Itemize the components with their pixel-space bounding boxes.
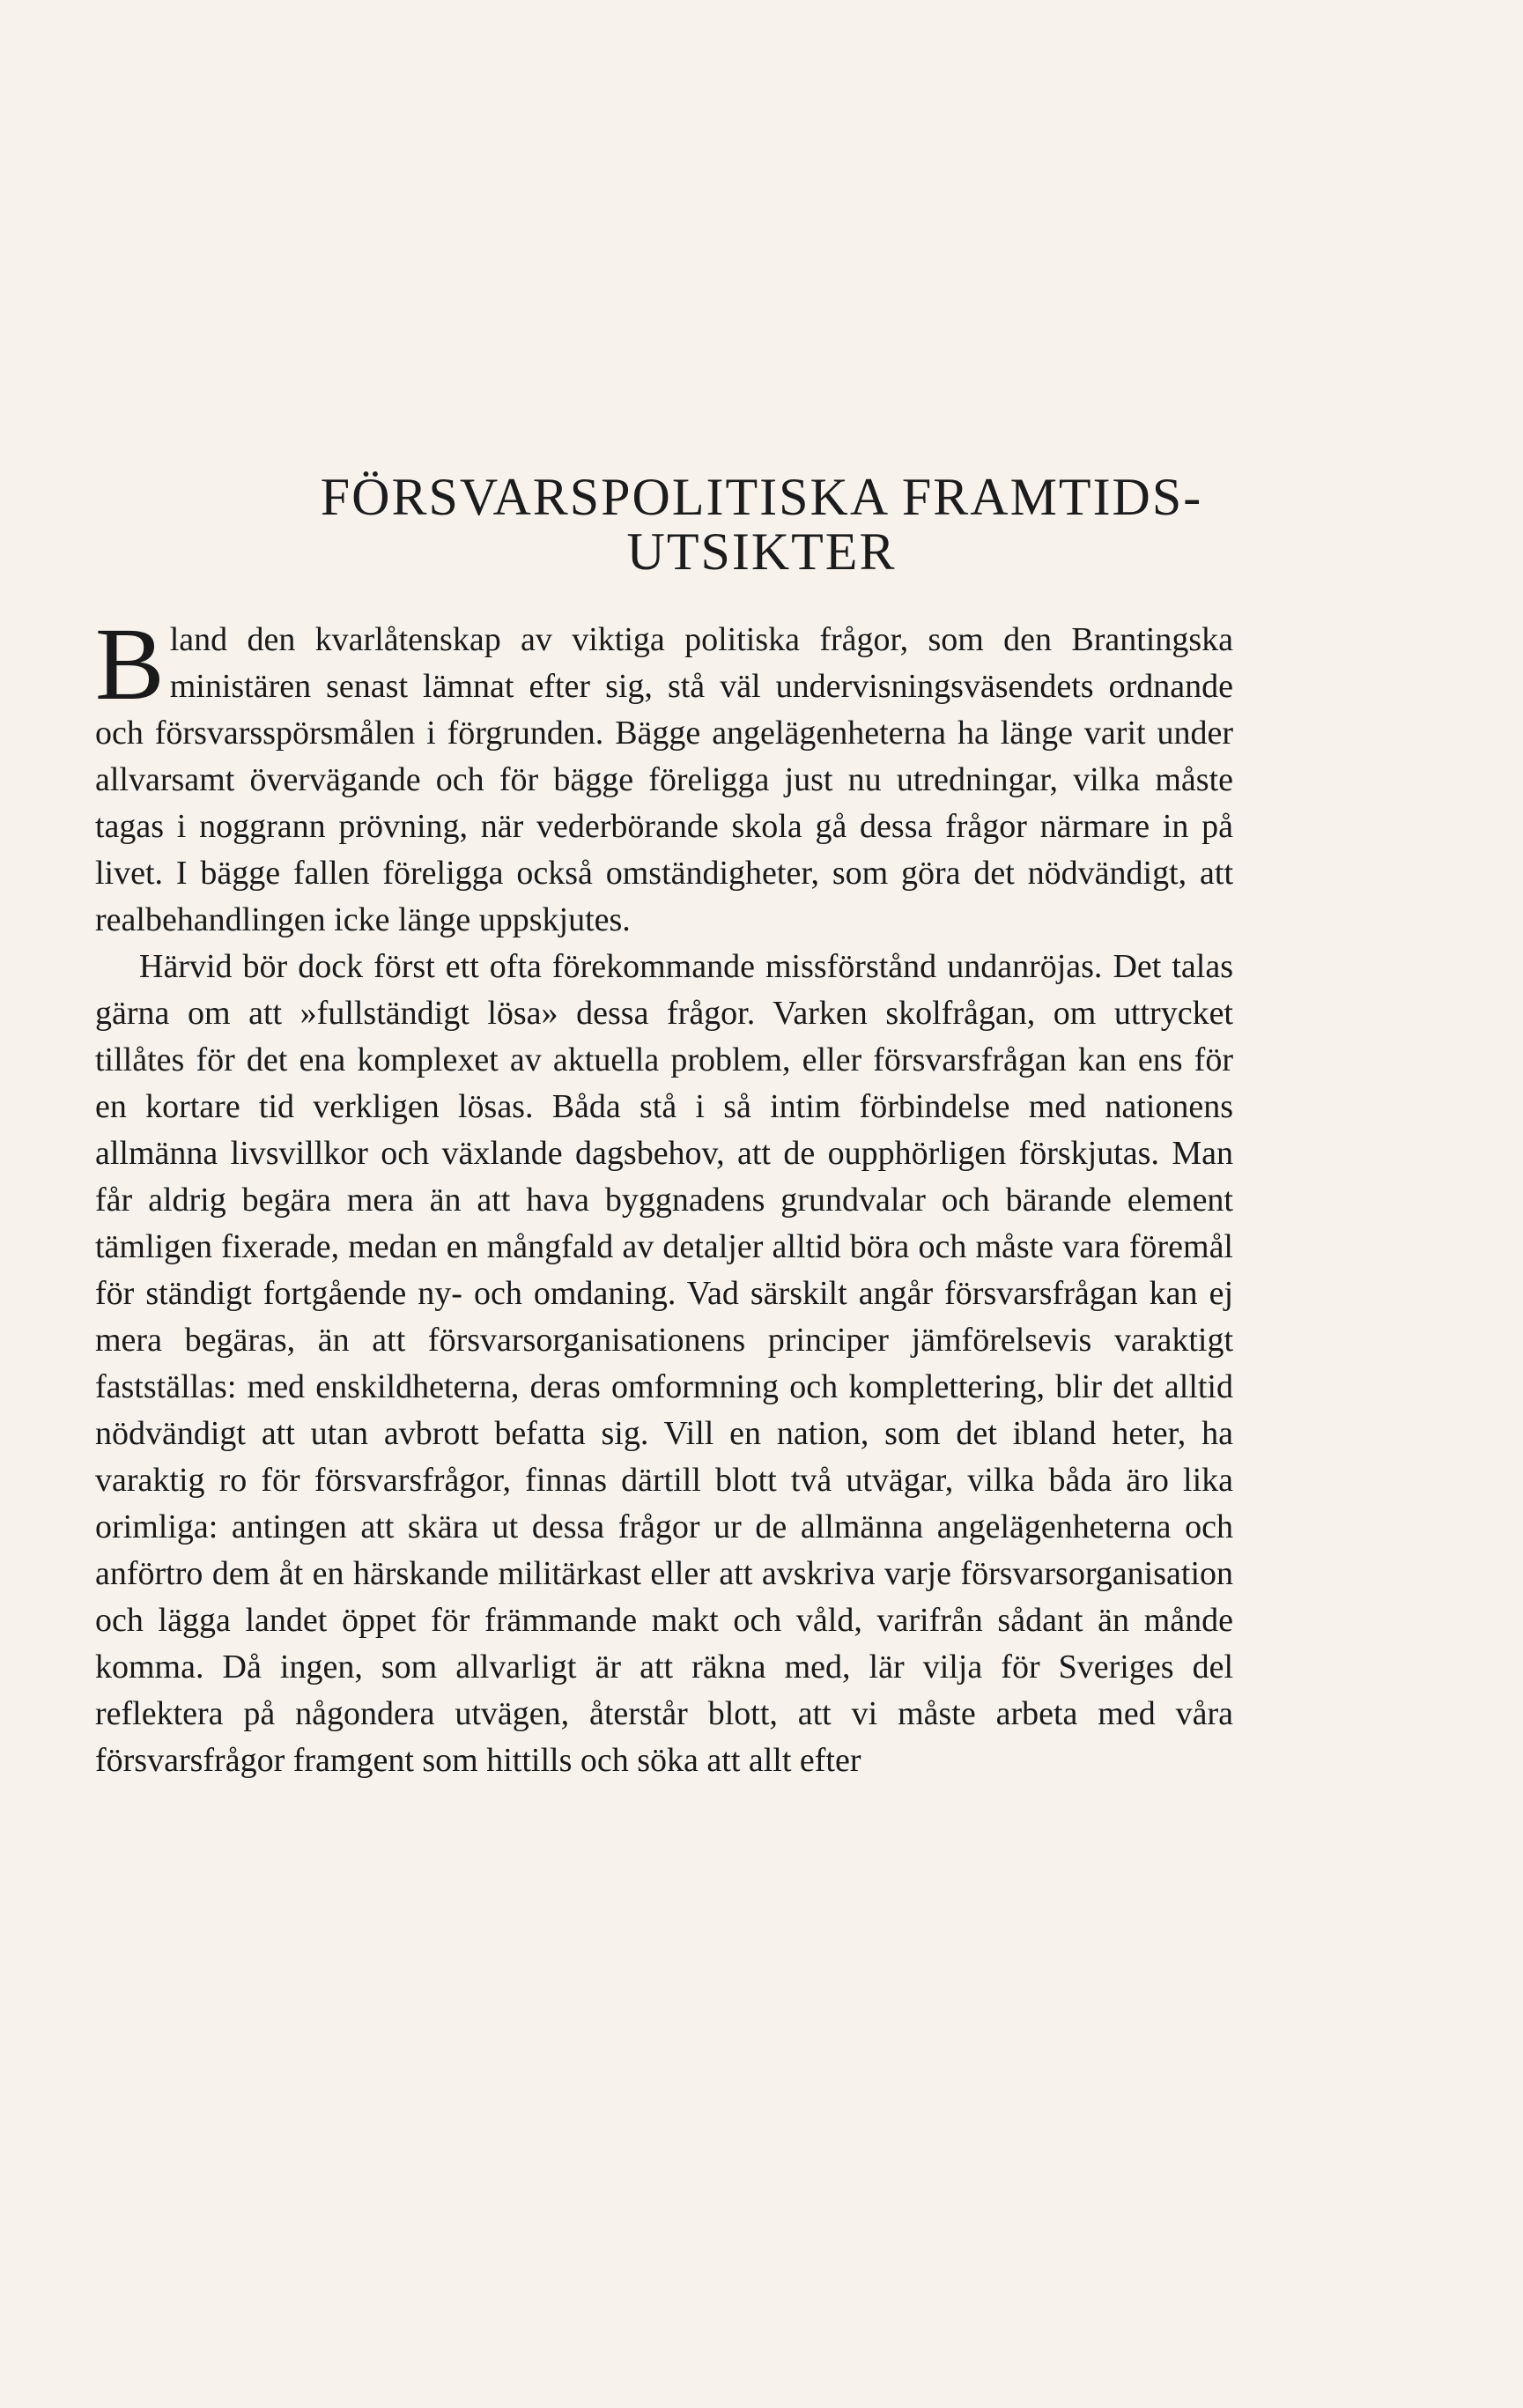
paragraph-2: Härvid bör dock först ett ofta förekommande missförstånd undanröjas. Det talas gärna om att »fullständigt lösa» dessa frågor. Varken skolfrågan, om uttrycket tillåtes för det ena komplexet av aktuella problem, eller försvarsfrågan kan ens för en kortare tid verkligen lösas. Båda stå i så intim förbindelse med nationens allmänna livsvillkor och växlande dagsbehov, att de oupphörligen förskjutas. Man får aldrig begära mera än att hava byggnadens grundvalar och bärande element tämligen fixerade, medan en mångfald av detaljer alltid böra och måste vara föremål för ständigt fortgående ny- och omdaning. Vad särskilt angår försvarsfrågan kan ej mera begäras, än att försvarsorganisationens principer jämförelsevis varaktigt fastställas: med enskildheterna, deras omformning och komplettering, blir det alltid nödvändigt att utan avbrott befatta sig. Vill en nation, som det ibland heter, ha varaktig ro för försvarsfrågor, finnas därtill blott två utvägar, vilka båda äro lika orimliga: antingen att skära ut dessa frågor ur de allmänna angelägenheterna och anförtro dem åt en härskande militärkast eller att avskriva varje försvarsorganisation och lägga landet öppet för främmande makt och våld, varifrån sådant än månde komma. Då ingen, som allvarligt är att räkna med, lär vilja för Sveriges del reflektera på någondera utvägen, återstår blott, att vi måste arbeta med våra försvarsfrågor framgent som hittills och söka att allt efter [95, 948, 1233, 1779]
article-title-line-2: UTSIKTER [626, 522, 897, 581]
show-through-text [335, 172, 1348, 419]
article-title-line-1: FÖRSVARSPOLITISKA FRAMTIDS- [320, 468, 1203, 526]
paragraph-1 [95, 606, 1233, 944]
paragraph-1-text: land den kvarlåtenskap av viktiga politiska frågor, som den Brantingska ministären senast lämnat efter sig, stå väl undervisningsväsendets ordnande och försvarsspörsmålen i förgrunden. Bägge angelägenheterna ha länge varit under allvarsamt övervägande och för bägge föreligga just nu utredningar, vilka måste tagas i noggrann prövning, när vederbörande skola gå dessa frågor närmare in på livet. I bägge fallen föreligga också omständigheter, som göra det nödvändigt, att realbehandlingen icke länge uppskjutes. [95, 621, 1233, 938]
article-body [95, 606, 1233, 1784]
drop-cap: B [95, 606, 165, 722]
